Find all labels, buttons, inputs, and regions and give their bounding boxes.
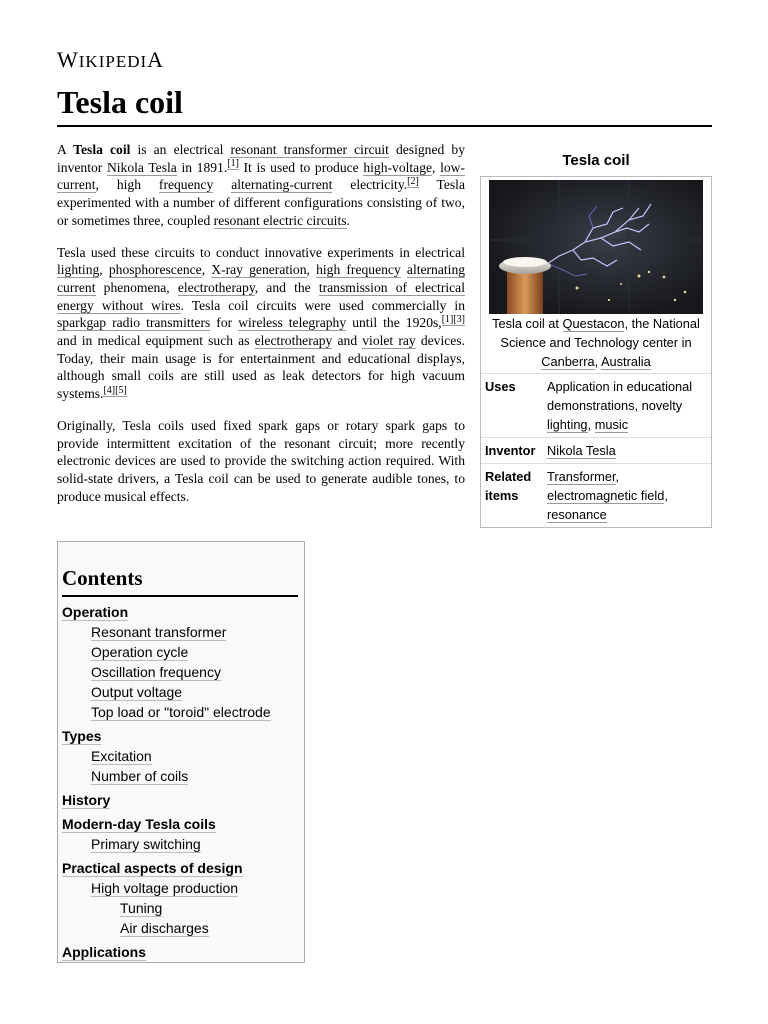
paragraph-uses bbox=[57, 244, 465, 403]
infobox-row-inventor bbox=[481, 437, 711, 463]
infobox bbox=[480, 150, 712, 528]
toc-item bbox=[62, 642, 304, 662]
text: and bbox=[332, 333, 363, 349]
text: A bbox=[57, 142, 74, 157]
infobox-value bbox=[547, 467, 707, 524]
infobox-value bbox=[547, 377, 707, 434]
text: , and the bbox=[254, 279, 319, 295]
toc-item bbox=[62, 790, 304, 810]
text: , bbox=[99, 262, 109, 278]
link-high-voltage[interactable]: high-voltage bbox=[363, 159, 433, 175]
link-violet-ray[interactable]: violet ray bbox=[362, 333, 416, 349]
text: phenomena, bbox=[95, 279, 178, 295]
toc-item bbox=[62, 662, 304, 682]
ref-link[interactable]: [1][3] bbox=[441, 313, 466, 325]
link-sparkgap-radio-transmitters[interactable]: sparkgap radio transmitters bbox=[57, 315, 211, 331]
text: designed by inventor bbox=[57, 142, 465, 175]
text: Tesla coil at bbox=[492, 316, 563, 331]
toc-link[interactable]: Air discharges bbox=[120, 920, 209, 936]
infobox-title: Tesla coil bbox=[562, 152, 630, 169]
toc-item bbox=[62, 682, 304, 702]
bold-term: Tesla coil bbox=[73, 142, 131, 157]
link-electrotherapy[interactable]: electrotherapy bbox=[177, 279, 255, 295]
toc-link[interactable]: Applications bbox=[62, 944, 147, 960]
link-resonance[interactable]: resonance bbox=[547, 507, 607, 522]
link-nikola-tesla[interactable]: Nikola Tesla bbox=[106, 159, 177, 175]
link-lighting[interactable]: lighting bbox=[547, 417, 588, 432]
infobox-row-uses bbox=[481, 373, 711, 437]
link-low-current[interactable]: low-current bbox=[57, 159, 465, 193]
link-resonant-electric-circuits[interactable]: resonant electric circuits bbox=[213, 212, 347, 228]
text: , bbox=[306, 262, 317, 278]
toc-link[interactable]: Operation bbox=[62, 604, 129, 620]
text: It is used to produce bbox=[238, 159, 364, 175]
toc-item bbox=[62, 898, 304, 918]
toc-item bbox=[62, 918, 304, 938]
toc-item bbox=[62, 814, 304, 834]
toc-item bbox=[62, 602, 304, 622]
paragraph-history: Originally, Tesla coils used fixed spark gaps or rotary spark gaps to provide intermittent excitation of the resonant circuit; more recently electronic devices are used to provide the switching action required. With solid-state drivers, a Tesla coil can be used to generate audible tones, to produce musical effects. bbox=[57, 417, 465, 504]
ref-link[interactable]: [4][5] bbox=[103, 384, 127, 396]
link-music[interactable]: music bbox=[594, 417, 629, 432]
text: Tesla experimented with a number of different configurations consisting of two, or sometimes three, coupled bbox=[57, 177, 465, 228]
logo-smallcaps: IKIPEDI bbox=[78, 52, 148, 71]
text bbox=[213, 177, 231, 192]
text: , bbox=[432, 159, 441, 175]
toc-link[interactable]: Number of coils bbox=[91, 768, 189, 784]
logo-letter-a: A bbox=[147, 47, 165, 72]
text: and in medical equipment such as bbox=[57, 333, 255, 349]
tesla-coil-photo-icon bbox=[489, 180, 703, 314]
toc-link[interactable]: Types bbox=[62, 728, 102, 744]
link-wireless-power-transmission[interactable]: transmission of electrical energy without wires bbox=[57, 279, 465, 313]
text: , bbox=[594, 354, 601, 369]
ref-link[interactable]: [2] bbox=[407, 175, 419, 187]
text: devices. Today, their main usage is for entertainment and educational displays, although small coils are still used as leak detectors for high vacuum systems. bbox=[57, 333, 465, 402]
link-australia[interactable]: Australia bbox=[600, 354, 651, 369]
text: , bbox=[615, 469, 620, 484]
link-canberra[interactable]: Canberra bbox=[541, 354, 595, 369]
ref-link[interactable]: [1] bbox=[227, 158, 239, 170]
text: is an electrical bbox=[130, 142, 231, 157]
infobox-caption bbox=[481, 314, 711, 373]
link-phosphorescence[interactable]: phosphorescence bbox=[108, 262, 202, 278]
toc-item bbox=[62, 878, 304, 898]
toc-link[interactable]: Tuning bbox=[120, 900, 163, 916]
text: , bbox=[664, 488, 668, 503]
toc-item bbox=[62, 726, 304, 746]
link-lighting[interactable]: lighting bbox=[57, 262, 100, 278]
infobox-row-related bbox=[481, 463, 711, 527]
toc-link[interactable]: High voltage production bbox=[91, 880, 239, 896]
logo-letter-w: W bbox=[57, 47, 79, 72]
text: , bbox=[587, 417, 595, 432]
text bbox=[401, 262, 407, 277]
toc-item bbox=[62, 858, 304, 878]
toc-link[interactable]: Resonant transformer bbox=[91, 624, 227, 640]
link-questacon[interactable]: Questacon bbox=[562, 316, 625, 331]
link-frequency[interactable]: frequency bbox=[158, 177, 214, 193]
text: in 1891. bbox=[176, 159, 228, 175]
toc-list bbox=[58, 597, 304, 962]
toc-title: Contents bbox=[62, 566, 298, 597]
infobox-label: Related items bbox=[485, 469, 532, 503]
toc-item bbox=[62, 942, 304, 962]
infobox-label: Uses bbox=[485, 379, 516, 394]
text: for bbox=[210, 315, 239, 331]
tesla-coil-image[interactable] bbox=[489, 180, 703, 314]
toc-link[interactable]: Practical aspects of design bbox=[62, 860, 243, 876]
toc-link[interactable]: Excitation bbox=[91, 748, 152, 764]
wikipedia-logo[interactable] bbox=[57, 47, 164, 73]
link-transformer[interactable]: Transformer bbox=[547, 469, 616, 484]
toc-link[interactable]: Modern-day Tesla coils bbox=[62, 816, 216, 832]
toc-link[interactable]: History bbox=[62, 792, 111, 808]
link-high-frequency[interactable]: high frequency bbox=[316, 262, 401, 278]
text: , bbox=[201, 262, 212, 278]
infobox-table bbox=[480, 176, 712, 528]
table-of-contents bbox=[57, 541, 305, 963]
paragraph-intro bbox=[57, 141, 465, 230]
link-electrotherapy[interactable]: electrotherapy bbox=[254, 333, 333, 349]
text: . bbox=[346, 212, 350, 228]
link-alternating-current[interactable]: alternating-current bbox=[231, 177, 333, 193]
text: electricity. bbox=[332, 177, 408, 193]
article-body bbox=[57, 141, 465, 519]
toc-item bbox=[62, 702, 304, 722]
link-wireless-telegraphy[interactable]: wireless telegraphy bbox=[238, 315, 347, 331]
text: , the National Science and Technology center in bbox=[500, 316, 700, 350]
toc-link[interactable]: Output voltage bbox=[91, 684, 183, 700]
text: , high bbox=[95, 177, 159, 193]
text: Tesla used these circuits to conduct innovative experiments in electrical bbox=[57, 244, 465, 260]
toc-item bbox=[62, 766, 304, 786]
toc-link[interactable]: Operation cycle bbox=[91, 644, 189, 660]
link-x-ray-generation[interactable]: X-ray generation bbox=[211, 262, 307, 278]
title-divider bbox=[57, 125, 712, 127]
text: Application in educational demonstrations, novelty bbox=[547, 379, 693, 413]
link-alternating-current[interactable]: alternating current bbox=[57, 262, 466, 295]
link-nikola-tesla[interactable]: Nikola Tesla bbox=[547, 443, 616, 458]
toc-item bbox=[62, 622, 304, 642]
toc-link[interactable]: Oscillation frequency bbox=[91, 664, 221, 680]
toc-item bbox=[62, 834, 304, 854]
link-electromagnetic-field[interactable]: electromagnetic field bbox=[547, 488, 665, 503]
toc-link[interactable]: Top load or "toroid" electrode bbox=[91, 704, 271, 720]
toc-item bbox=[62, 746, 304, 766]
page-title: Tesla coil bbox=[57, 84, 183, 120]
toc-link[interactable]: Primary switching bbox=[91, 836, 201, 852]
infobox-label: Inventor bbox=[485, 443, 536, 458]
link-resonant-transformer-circuit[interactable]: resonant transformer circuit bbox=[230, 142, 389, 157]
infobox-value bbox=[547, 441, 707, 460]
text: until the 1920s, bbox=[346, 315, 442, 331]
text: . Tesla coil circuits were used commercially in bbox=[180, 297, 465, 313]
